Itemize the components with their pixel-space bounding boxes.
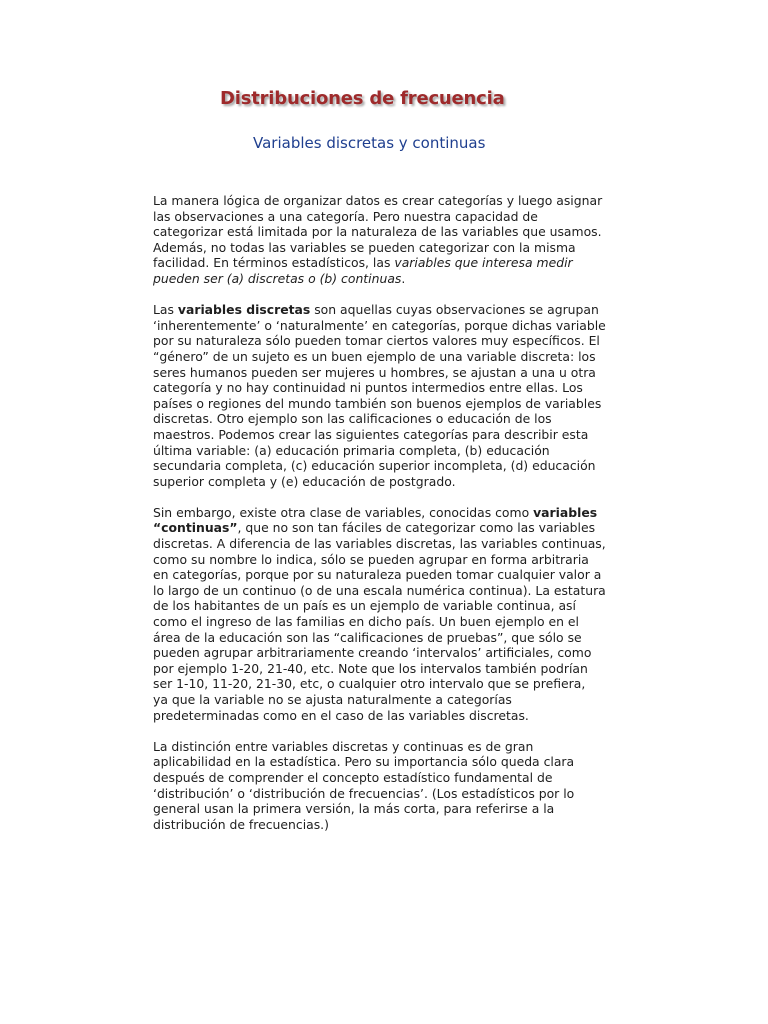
paragraph-line: La manera lógica de organizar datos es crear categorías y luego asignar [153, 193, 603, 208]
paragraph-line: pueden agrupar arbitrariamente creando ‘intervalos’ artificiales, como [153, 645, 592, 661]
paragraph-line [153, 520, 596, 536]
paragraph-line: ser 1-10, 11-20, 21-30, etc, o cualquier otro intervalo que se prefiera, [153, 676, 586, 692]
italic-phrase: pueden ser (a) discretas o (b) continuas [153, 270, 402, 286]
bold-term: variables discretas [177, 302, 311, 318]
paragraph-1 [153, 193, 603, 287]
bold-term: variables [533, 504, 598, 520]
paragraph-line: después de comprender el concepto estadístico fundamental de [153, 769, 553, 785]
paragraph-line: países o regiones del mundo también son buenos ejemplos de variables [153, 395, 602, 411]
text-segment: Las [153, 302, 178, 318]
paragraph-line: distribución de frecuencias.) [153, 816, 329, 832]
paragraph-line: ‘inherentemente’ o ‘naturalmente’ en categorías, porque dichas variable [153, 317, 606, 333]
paragraph-line: discretas. A diferencia de las variables discretas, las variables continuas, [153, 536, 606, 552]
paragraph-line: superior completa y (e) educación de postgrado. [153, 473, 456, 489]
paragraph-line: general usan la primera versión, la más corta, para referirse a la [153, 801, 555, 817]
paragraph-3 [153, 504, 606, 723]
paragraph-line: área de la educación son las “calificaciones de pruebas”, que sólo se [153, 629, 582, 645]
italic-phrase: variables que interesa medir [394, 255, 573, 271]
paragraph-4 [153, 739, 593, 833]
paragraph-line: por su naturaleza sólo pueden tomar ciertos valores muy específicos. El [153, 333, 600, 349]
paragraph-line: predeterminadas como en el caso de las variables discretas. [153, 707, 529, 723]
paragraph-line: La distinción entre variables discretas y continuas es de gran [153, 738, 534, 754]
page-subtitle: Variables discretas y continuas [253, 134, 486, 152]
paragraph-line: de los habitantes de un país es un ejemplo de variable continua, así [153, 598, 576, 614]
paragraph-line: lo largo de un continuo (o de una escala numérica continua). La estatura [153, 582, 606, 598]
text-segment: Sin embargo, existe otra clase de variables, conocidas como [153, 504, 534, 520]
paragraph-line: en categorías, porque por su naturaleza pueden tomar cualquier valor a [153, 567, 602, 583]
bold-term: “continuas” [153, 520, 238, 536]
paragraph-line: Además, no todas las variables se pueden categorizar con la misma [153, 239, 576, 255]
text-segment: . [401, 270, 406, 286]
paragraph-line: aplicabilidad en la estadística. Pero su importancia sólo queda clara [153, 754, 575, 770]
paragraph-line: seres humanos pueden ser mujeres u hombres, se ajustan a una u otra [153, 364, 596, 380]
paragraph-line: discretas. Otro ejemplo son las calificaciones o educación de los [153, 411, 552, 427]
paragraph-line: secundaria completa, (c) educación superior incompleta, (d) educación [153, 458, 596, 474]
text-segment: facilidad. En términos estadísticos, las [153, 255, 395, 271]
paragraph-2 [153, 302, 606, 489]
paragraph-line [153, 271, 593, 287]
paragraph-line [153, 255, 593, 271]
paragraph-line: última variable: (a) educación primaria completa, (b) educación [153, 442, 550, 458]
paragraph-line: “género” de un sujeto es un buen ejemplo de una variable discreta: los [153, 348, 596, 364]
text-segment: son aquellas cuyas observaciones se agrupan [310, 302, 599, 318]
paragraph-line: las observaciones a una categoría. Pero nuestra capacidad de [153, 208, 538, 224]
page-title: Distribuciones de frecuencia [220, 88, 505, 109]
paragraph-line: categoría y no hay continuidad ni puntos intermedios entre ellas. Los [153, 380, 583, 396]
paragraph-line: ‘distribución’ o ‘distribución de frecuencias’. (Los estadísticos por lo [153, 785, 575, 801]
paragraph-line [153, 302, 599, 318]
document-body [153, 193, 606, 848]
paragraph-line: como el ingreso de las familias en dicho país. Un buen ejemplo en el [153, 614, 579, 630]
paragraph-line [153, 504, 598, 521]
paragraph-line: ya que la variable no se ajusta naturalmente a categorías [153, 692, 512, 707]
paragraph-line: categorizar está limitada por la naturaleza de las variables que usamos. [153, 224, 602, 240]
paragraph-line: por ejemplo 1-20, 21-40, etc. Note que los intervalos también podrían [153, 660, 588, 676]
text-segment: , que no son tan fáciles de categorizar como las variables [237, 520, 596, 536]
paragraph-line: como su nombre lo indica, sólo se pueden agrupar en forma arbitraria [153, 551, 589, 567]
paragraph-line: maestros. Podemos crear las siguientes categorías para describir esta [153, 426, 589, 442]
